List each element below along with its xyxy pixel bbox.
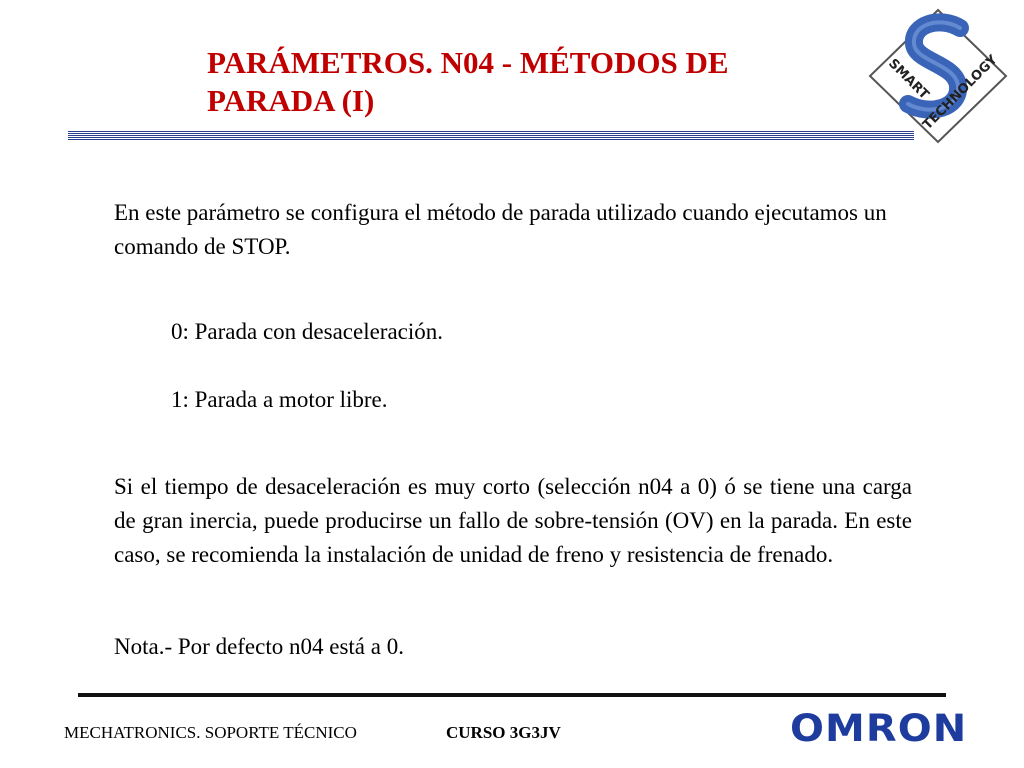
intro-paragraph: En este parámetro se configura el método de parada utilizado cuando ejecutamos un comando de STOP. (114, 200, 887, 259)
option-0: 0: Parada con desaceleración. (171, 319, 444, 344)
slide-title: PARÁMETROS. N04 - MÉTODOS DE PARADA (I) (207, 45, 729, 118)
logo-technology-text: TECHNOLOGY (920, 52, 1001, 133)
logo-smart-text: SMART (885, 56, 932, 103)
default-note: Nota.- Por defecto n04 está a 0. (114, 634, 404, 659)
title-divider (68, 131, 914, 143)
footer-department: MECHATRONICS. SOPORTE TÉCNICO (64, 723, 357, 742)
footer-course: CURSO 3G3JV (446, 723, 561, 742)
warning-paragraph: Si el tiempo de desaceleración es muy corto (selección n04 a 0) ó se tiene una carga de gran inercia, puede producirse un fallo de sobre-tensión (OV) en la parada. En este caso, se recomienda la instalación de unidad de freno y resistencia de frenado. (114, 474, 912, 567)
omron-logo: OMRON (790, 707, 968, 750)
option-1: 1: Parada a motor libre. (171, 387, 388, 412)
smart-technology-logo (868, 8, 1008, 144)
footer-divider (78, 693, 946, 697)
